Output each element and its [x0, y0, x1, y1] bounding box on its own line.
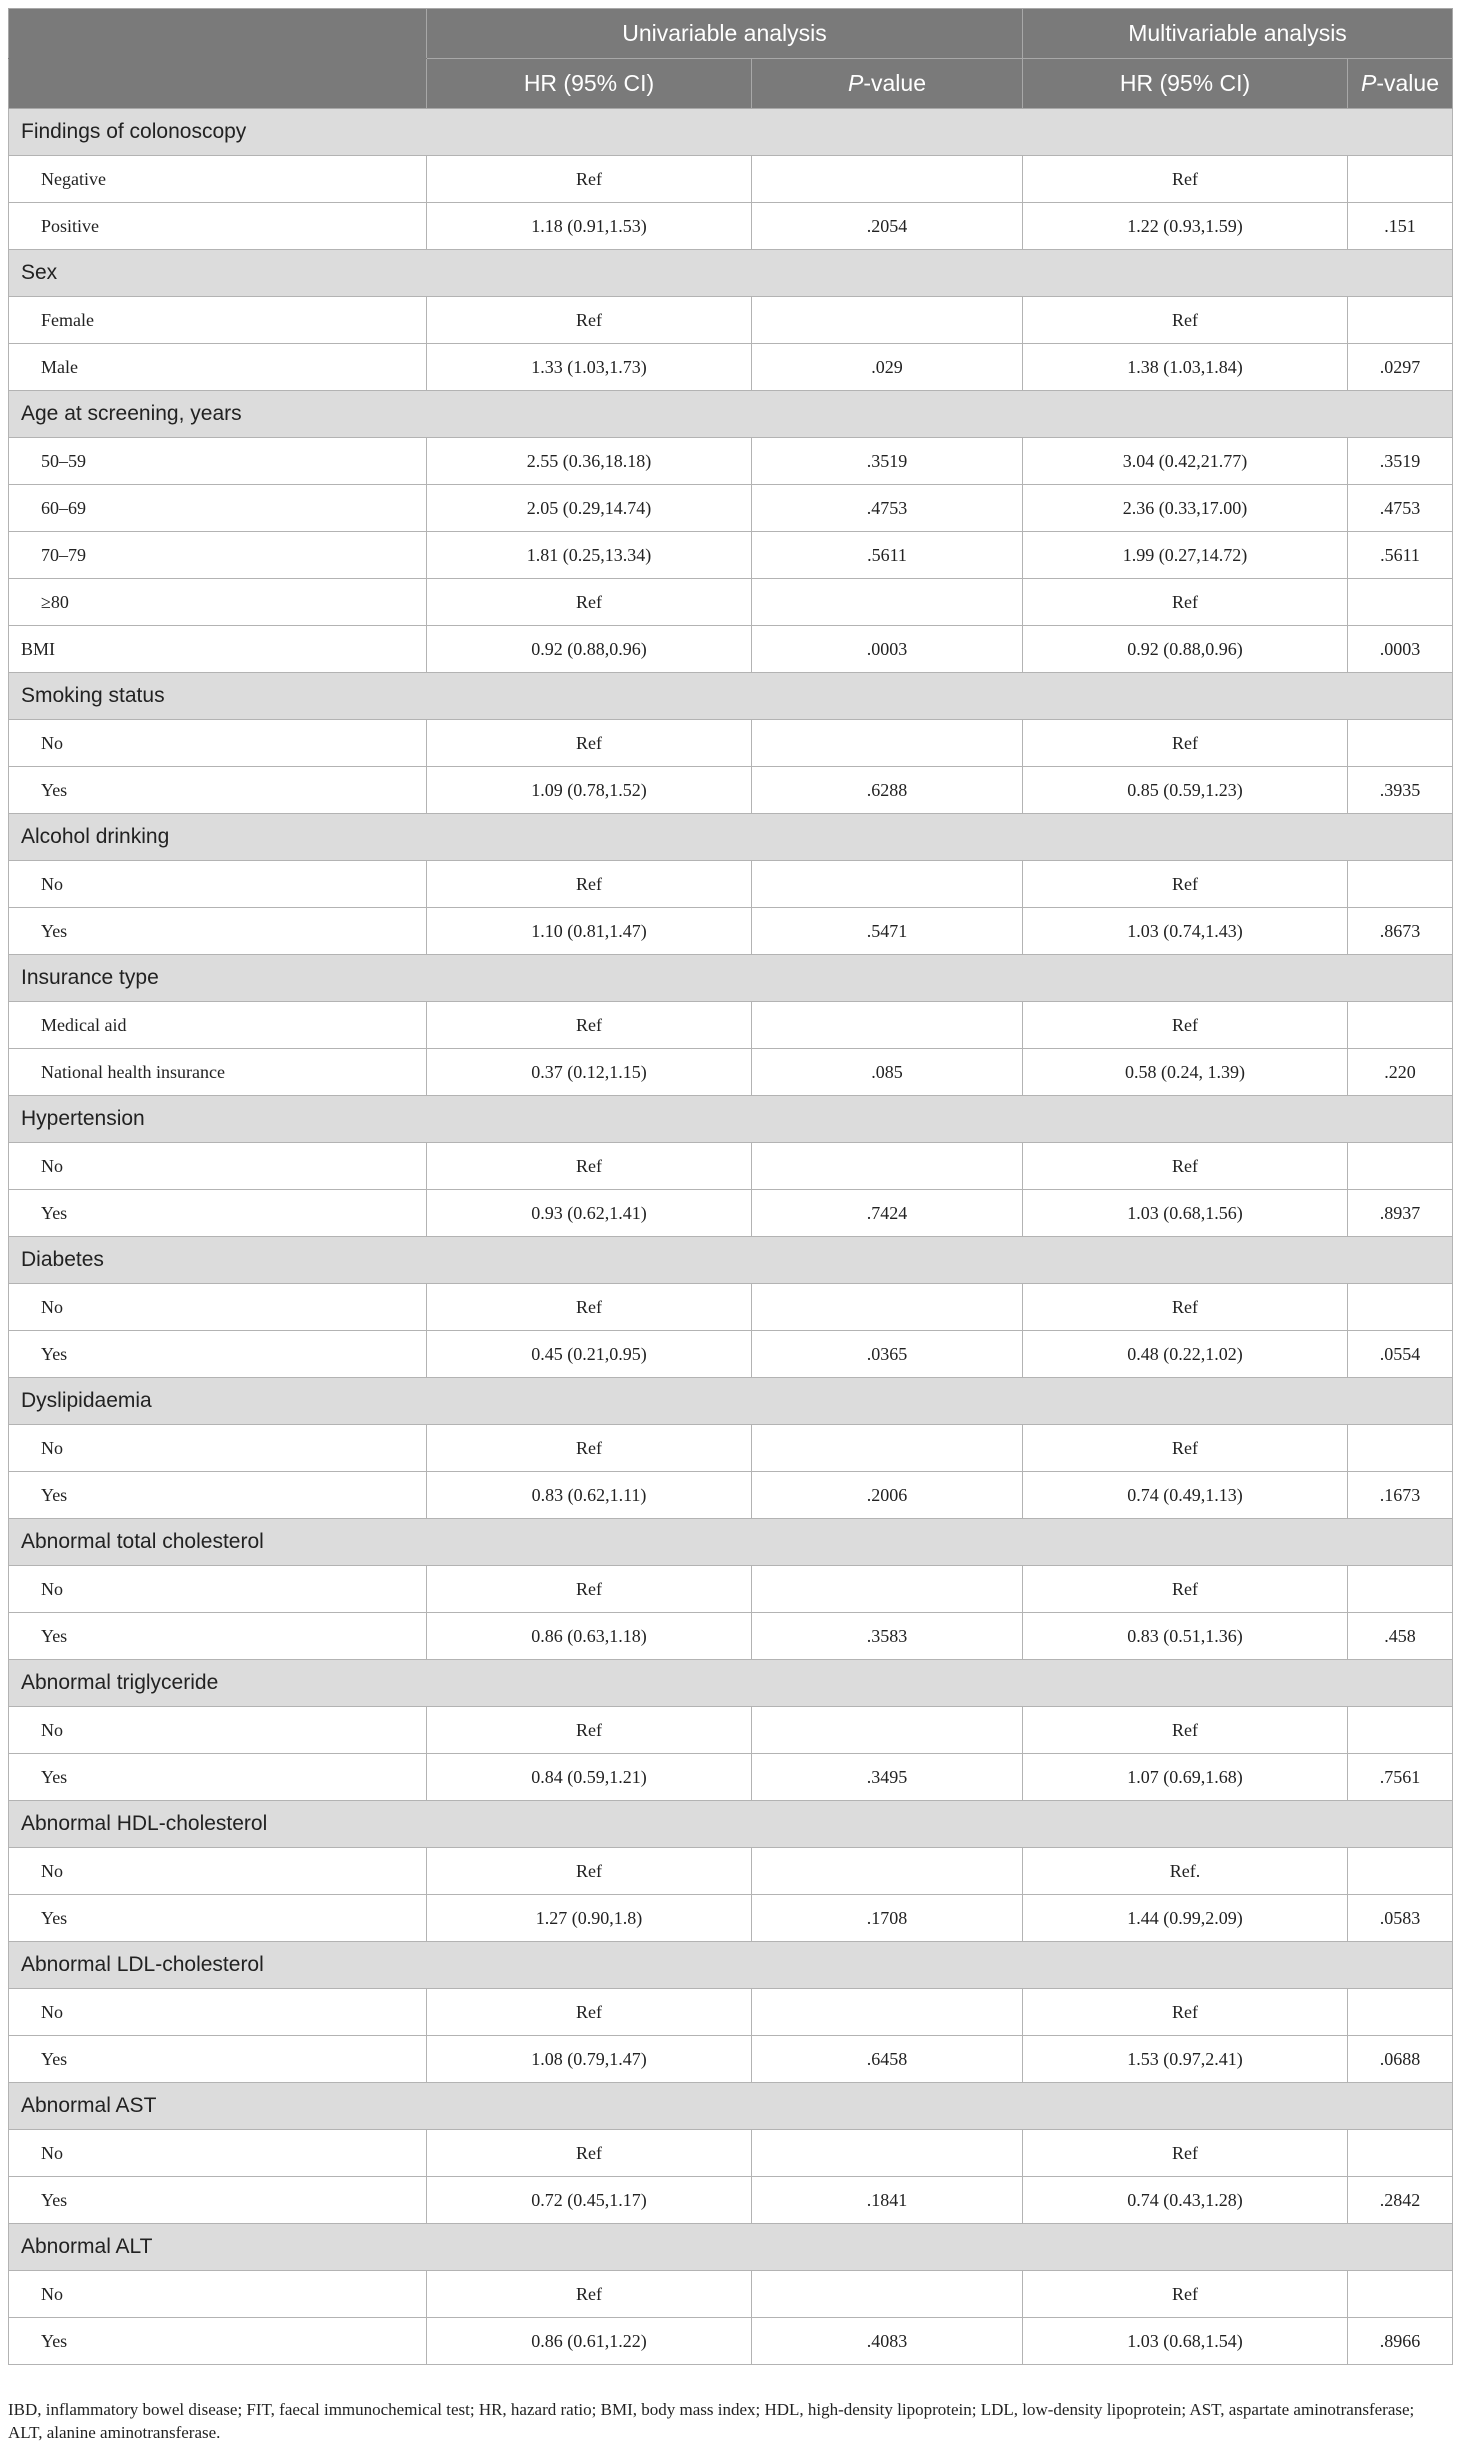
table-row — [9, 861, 1453, 908]
table-row — [9, 1049, 1453, 1096]
table-row — [9, 297, 1453, 344]
multivariable-p-cell: .2842 — [1348, 2177, 1453, 2224]
multivariable-p-cell: .3935 — [1348, 767, 1453, 814]
univariable-hr-cell: Ref — [427, 1707, 752, 1754]
section-header-row — [9, 1660, 1453, 1707]
multivariable-hr-cell: Ref — [1023, 297, 1348, 344]
table-row — [9, 767, 1453, 814]
multivariable-hr-cell: Ref — [1023, 2130, 1348, 2177]
row-label: No — [9, 1848, 427, 1895]
row-label: Yes — [9, 2318, 427, 2365]
multivariable-p-cell: .0688 — [1348, 2036, 1453, 2083]
univariable-hr-cell: 0.37 (0.12,1.15) — [427, 1049, 752, 1096]
univariable-hr-cell: 1.10 (0.81,1.47) — [427, 908, 752, 955]
univariable-p-cell: .3519 — [752, 438, 1023, 485]
univariable-hr-cell: 1.33 (1.03,1.73) — [427, 344, 752, 391]
multivariable-hr-cell: 0.74 (0.49,1.13) — [1023, 1472, 1348, 1519]
univariable-p-cell: .4083 — [752, 2318, 1023, 2365]
multivariable-hr-cell: 1.99 (0.27,14.72) — [1023, 532, 1348, 579]
table-row — [9, 1566, 1453, 1613]
multivariable-hr-header: HR (95% CI) — [1023, 59, 1348, 109]
univariable-p-cell: .2054 — [752, 203, 1023, 250]
univariable-p-cell: .0365 — [752, 1331, 1023, 1378]
section-title: Hypertension — [9, 1096, 1453, 1143]
multivariable-hr-cell: 1.03 (0.68,1.54) — [1023, 2318, 1348, 2365]
section-title: Abnormal triglyceride — [9, 1660, 1453, 1707]
univariable-hr-cell: 0.45 (0.21,0.95) — [427, 1331, 752, 1378]
multivariable-p-cell: .7561 — [1348, 1754, 1453, 1801]
row-label: No — [9, 1989, 427, 2036]
univariable-hr-header: HR (95% CI) — [427, 59, 752, 109]
multivariable-p-cell — [1348, 579, 1453, 626]
table-row — [9, 1331, 1453, 1378]
row-label: Yes — [9, 1754, 427, 1801]
section-title: Alcohol drinking — [9, 814, 1453, 861]
multivariable-hr-cell: Ref — [1023, 1002, 1348, 1049]
univariable-p-cell — [752, 720, 1023, 767]
row-label: Negative — [9, 156, 427, 203]
section-title: Abnormal ALT — [9, 2224, 1453, 2271]
multivariable-hr-cell: 1.03 (0.68,1.56) — [1023, 1190, 1348, 1237]
section-header-row — [9, 1096, 1453, 1143]
univariable-hr-cell: Ref — [427, 861, 752, 908]
univariable-p-cell — [752, 1707, 1023, 1754]
multivariable-p-cell: .5611 — [1348, 532, 1453, 579]
univariable-p-cell — [752, 1002, 1023, 1049]
multivariable-p-cell: .8966 — [1348, 2318, 1453, 2365]
multivariable-p-cell — [1348, 1425, 1453, 1472]
univariable-hr-cell: Ref — [427, 1848, 752, 1895]
table-row — [9, 1143, 1453, 1190]
p-suffix: -value — [1376, 70, 1440, 96]
table-row — [9, 203, 1453, 250]
multivariable-p-cell — [1348, 1143, 1453, 1190]
row-label: Yes — [9, 2177, 427, 2224]
multivariable-hr-cell: Ref — [1023, 1566, 1348, 1613]
table-row — [9, 1613, 1453, 1660]
multivariable-p-cell — [1348, 1284, 1453, 1331]
multivariable-hr-cell: 0.58 (0.24, 1.39) — [1023, 1049, 1348, 1096]
row-label: No — [9, 1707, 427, 1754]
table-row — [9, 438, 1453, 485]
multivariable-p-cell: .4753 — [1348, 485, 1453, 532]
univariable-p-cell — [752, 1566, 1023, 1613]
univariable-hr-cell: Ref — [427, 579, 752, 626]
row-label: Yes — [9, 2036, 427, 2083]
univariable-hr-cell: Ref — [427, 297, 752, 344]
section-header-row — [9, 250, 1453, 297]
multivariable-hr-cell: 1.53 (0.97,2.41) — [1023, 2036, 1348, 2083]
univariable-p-cell — [752, 1143, 1023, 1190]
univariable-p-cell: .2006 — [752, 1472, 1023, 1519]
univariable-hr-cell: 0.83 (0.62,1.11) — [427, 1472, 752, 1519]
row-label: Medical aid — [9, 1002, 427, 1049]
multivariable-hr-cell: Ref — [1023, 720, 1348, 767]
p-letter: P — [1361, 70, 1377, 96]
univariable-p-cell — [752, 1425, 1023, 1472]
row-label: 60–69 — [9, 485, 427, 532]
table-row — [9, 2271, 1453, 2318]
univariable-hr-cell: Ref — [427, 156, 752, 203]
univariable-p-cell: .5611 — [752, 532, 1023, 579]
section-header-row — [9, 1801, 1453, 1848]
univariable-hr-cell: 2.05 (0.29,14.74) — [427, 485, 752, 532]
p-suffix: -value — [863, 70, 926, 96]
univariable-hr-cell: 2.55 (0.36,18.18) — [427, 438, 752, 485]
multivariable-p-cell — [1348, 156, 1453, 203]
univariable-hr-cell: 0.84 (0.59,1.21) — [427, 1754, 752, 1801]
table-row — [9, 532, 1453, 579]
multivariable-p-cell: .1673 — [1348, 1472, 1453, 1519]
table-row — [9, 2130, 1453, 2177]
row-label: No — [9, 2130, 427, 2177]
row-label: Yes — [9, 1331, 427, 1378]
univariable-hr-cell: Ref — [427, 2130, 752, 2177]
section-header-row — [9, 1378, 1453, 1425]
multivariable-hr-cell: Ref. — [1023, 1848, 1348, 1895]
section-title: Sex — [9, 250, 1453, 297]
header-blank-cell — [9, 9, 427, 59]
univariable-hr-cell: Ref — [427, 1566, 752, 1613]
section-header-row — [9, 2083, 1453, 2130]
row-label: Yes — [9, 1472, 427, 1519]
multivariable-p-cell: .458 — [1348, 1613, 1453, 1660]
table-row — [9, 1754, 1453, 1801]
univariable-p-cell: .1708 — [752, 1895, 1023, 1942]
univariable-hr-cell: 0.86 (0.61,1.22) — [427, 2318, 752, 2365]
univariable-p-cell — [752, 579, 1023, 626]
table-row — [9, 1284, 1453, 1331]
section-header-row — [9, 1942, 1453, 1989]
univariable-hr-cell: Ref — [427, 1284, 752, 1331]
univariable-p-cell — [752, 2271, 1023, 2318]
multivariable-hr-cell: Ref — [1023, 1989, 1348, 2036]
multivariable-p-cell: .0583 — [1348, 1895, 1453, 1942]
multivariable-hr-cell: 0.74 (0.43,1.28) — [1023, 2177, 1348, 2224]
univariable-hr-cell: Ref — [427, 720, 752, 767]
section-header-row — [9, 391, 1453, 438]
row-label: Yes — [9, 1613, 427, 1660]
multivariable-hr-cell: 1.44 (0.99,2.09) — [1023, 1895, 1348, 1942]
table-row — [9, 1895, 1453, 1942]
multivariable-hr-cell: Ref — [1023, 579, 1348, 626]
section-title: Findings of colonoscopy — [9, 109, 1453, 156]
univariable-p-cell — [752, 861, 1023, 908]
section-header-row — [9, 109, 1453, 156]
multivariable-p-cell — [1348, 861, 1453, 908]
row-label: No — [9, 720, 427, 767]
p-letter: P — [848, 70, 864, 96]
univariable-hr-cell: 1.81 (0.25,13.34) — [427, 532, 752, 579]
row-label: No — [9, 1143, 427, 1190]
table-row — [9, 485, 1453, 532]
multivariable-p-cell: .0297 — [1348, 344, 1453, 391]
multivariable-p-cell — [1348, 1989, 1453, 2036]
table-row — [9, 2036, 1453, 2083]
table-row — [9, 1848, 1453, 1895]
section-title: Insurance type — [9, 955, 1453, 1002]
univariable-hr-cell: 0.86 (0.63,1.18) — [427, 1613, 752, 1660]
multivariable-hr-cell: 1.03 (0.74,1.43) — [1023, 908, 1348, 955]
section-title: Abnormal AST — [9, 2083, 1453, 2130]
univariable-p-cell: .5471 — [752, 908, 1023, 955]
univariable-p-cell: .0003 — [752, 626, 1023, 673]
univariable-header: Univariable analysis — [427, 9, 1023, 59]
univariable-hr-cell: 1.18 (0.91,1.53) — [427, 203, 752, 250]
row-label: Yes — [9, 908, 427, 955]
section-title: Abnormal LDL-cholesterol — [9, 1942, 1453, 1989]
table-row — [9, 1002, 1453, 1049]
row-label: No — [9, 1566, 427, 1613]
multivariable-hr-cell: Ref — [1023, 1425, 1348, 1472]
section-title: Abnormal HDL-cholesterol — [9, 1801, 1453, 1848]
header-row-groups — [9, 9, 1453, 59]
row-label: 50–59 — [9, 438, 427, 485]
table-row — [9, 1989, 1453, 2036]
row-label: Yes — [9, 1895, 427, 1942]
multivariable-hr-cell: 0.83 (0.51,1.36) — [1023, 1613, 1348, 1660]
multivariable-hr-cell: Ref — [1023, 861, 1348, 908]
univariable-hr-cell: 1.08 (0.79,1.47) — [427, 2036, 752, 2083]
section-header-row — [9, 1519, 1453, 1566]
header-blank-cell — [9, 59, 427, 109]
univariable-hr-cell: Ref — [427, 1143, 752, 1190]
univariable-p-cell — [752, 1284, 1023, 1331]
table-row — [9, 344, 1453, 391]
multivariable-hr-cell: 1.22 (0.93,1.59) — [1023, 203, 1348, 250]
univariable-p-cell: .1841 — [752, 2177, 1023, 2224]
section-title: Smoking status — [9, 673, 1453, 720]
multivariable-hr-cell: 0.48 (0.22,1.02) — [1023, 1331, 1348, 1378]
table-row — [9, 908, 1453, 955]
section-title: Dyslipidaemia — [9, 1378, 1453, 1425]
univariable-p-cell: .7424 — [752, 1190, 1023, 1237]
table-row — [9, 2318, 1453, 2365]
section-header-row — [9, 673, 1453, 720]
row-label: BMI — [9, 626, 427, 673]
row-label: No — [9, 1284, 427, 1331]
multivariable-hr-cell: Ref — [1023, 1143, 1348, 1190]
multivariable-hr-cell: 1.07 (0.69,1.68) — [1023, 1754, 1348, 1801]
multivariable-header: Multivariable analysis — [1023, 9, 1453, 59]
univariable-p-cell: .3583 — [752, 1613, 1023, 1660]
multivariable-hr-cell: Ref — [1023, 1707, 1348, 1754]
multivariable-p-cell — [1348, 2130, 1453, 2177]
univariable-p-cell: .3495 — [752, 1754, 1023, 1801]
section-header-row — [9, 814, 1453, 861]
univariable-p-cell: .6288 — [752, 767, 1023, 814]
univariable-hr-cell: 0.92 (0.88,0.96) — [427, 626, 752, 673]
section-header-row — [9, 1237, 1453, 1284]
row-label: No — [9, 2271, 427, 2318]
multivariable-p-cell — [1348, 1002, 1453, 1049]
multivariable-p-header — [1348, 59, 1453, 109]
row-label: No — [9, 1425, 427, 1472]
multivariable-p-cell: .151 — [1348, 203, 1453, 250]
univariable-hr-cell: Ref — [427, 1002, 752, 1049]
row-label: 70–79 — [9, 532, 427, 579]
univariable-hr-cell: Ref — [427, 2271, 752, 2318]
univariable-p-cell — [752, 1989, 1023, 2036]
multivariable-p-cell — [1348, 1848, 1453, 1895]
univariable-p-header — [752, 59, 1023, 109]
multivariable-p-cell: .220 — [1348, 1049, 1453, 1096]
univariable-p-cell: .085 — [752, 1049, 1023, 1096]
hazard-ratio-table — [8, 8, 1453, 2365]
univariable-hr-cell: 1.09 (0.78,1.52) — [427, 767, 752, 814]
univariable-p-cell — [752, 2130, 1023, 2177]
univariable-p-cell: .029 — [752, 344, 1023, 391]
multivariable-p-cell — [1348, 2271, 1453, 2318]
multivariable-hr-cell: 0.85 (0.59,1.23) — [1023, 767, 1348, 814]
row-label: No — [9, 861, 427, 908]
row-label: National health insurance — [9, 1049, 427, 1096]
univariable-p-cell — [752, 1848, 1023, 1895]
multivariable-hr-cell: Ref — [1023, 2271, 1348, 2318]
multivariable-p-cell — [1348, 1707, 1453, 1754]
table-row — [9, 1472, 1453, 1519]
multivariable-p-cell: .8673 — [1348, 908, 1453, 955]
table-row — [9, 156, 1453, 203]
multivariable-p-cell: .0554 — [1348, 1331, 1453, 1378]
header-row-columns — [9, 59, 1453, 109]
section-title: Diabetes — [9, 1237, 1453, 1284]
row-label: ≥80 — [9, 579, 427, 626]
multivariable-p-cell: .8937 — [1348, 1190, 1453, 1237]
section-header-row — [9, 2224, 1453, 2271]
multivariable-p-cell — [1348, 720, 1453, 767]
table-row — [9, 1190, 1453, 1237]
table-body — [9, 109, 1453, 2365]
univariable-hr-cell: Ref — [427, 1425, 752, 1472]
row-label: Yes — [9, 767, 427, 814]
univariable-hr-cell: 1.27 (0.90,1.8) — [427, 1895, 752, 1942]
univariable-hr-cell: 0.72 (0.45,1.17) — [427, 2177, 752, 2224]
univariable-hr-cell: Ref — [427, 1989, 752, 2036]
univariable-p-cell — [752, 156, 1023, 203]
section-header-row — [9, 955, 1453, 1002]
table-row — [9, 626, 1453, 673]
table-row — [9, 2177, 1453, 2224]
section-title: Abnormal total cholesterol — [9, 1519, 1453, 1566]
multivariable-p-cell — [1348, 1566, 1453, 1613]
table-row — [9, 1425, 1453, 1472]
table-row — [9, 720, 1453, 767]
table-row — [9, 1707, 1453, 1754]
multivariable-p-cell — [1348, 297, 1453, 344]
univariable-p-cell — [752, 297, 1023, 344]
row-label: Female — [9, 297, 427, 344]
univariable-p-cell: .4753 — [752, 485, 1023, 532]
multivariable-p-cell: .3519 — [1348, 438, 1453, 485]
multivariable-hr-cell: 0.92 (0.88,0.96) — [1023, 626, 1348, 673]
multivariable-hr-cell: 1.38 (1.03,1.84) — [1023, 344, 1348, 391]
row-label: Yes — [9, 1190, 427, 1237]
univariable-hr-cell: 0.93 (0.62,1.41) — [427, 1190, 752, 1237]
row-label: Male — [9, 344, 427, 391]
multivariable-hr-cell: 3.04 (0.42,21.77) — [1023, 438, 1348, 485]
multivariable-p-cell: .0003 — [1348, 626, 1453, 673]
multivariable-hr-cell: Ref — [1023, 1284, 1348, 1331]
multivariable-hr-cell: 2.36 (0.33,17.00) — [1023, 485, 1348, 532]
table-footnote: IBD, inflammatory bowel disease; FIT, faecal immunochemical test; HR, hazard ratio; BMI, body mass index; HDL, high-density lipoprotein; LDL, low-density lipoprotein; AST, aspartate aminotransferase; ALT, alanine aminotransferase. — [8, 2400, 1415, 2442]
section-title: Age at screening, years — [9, 391, 1453, 438]
table-row — [9, 579, 1453, 626]
univariable-p-cell: .6458 — [752, 2036, 1023, 2083]
multivariable-hr-cell: Ref — [1023, 156, 1348, 203]
row-label: Positive — [9, 203, 427, 250]
